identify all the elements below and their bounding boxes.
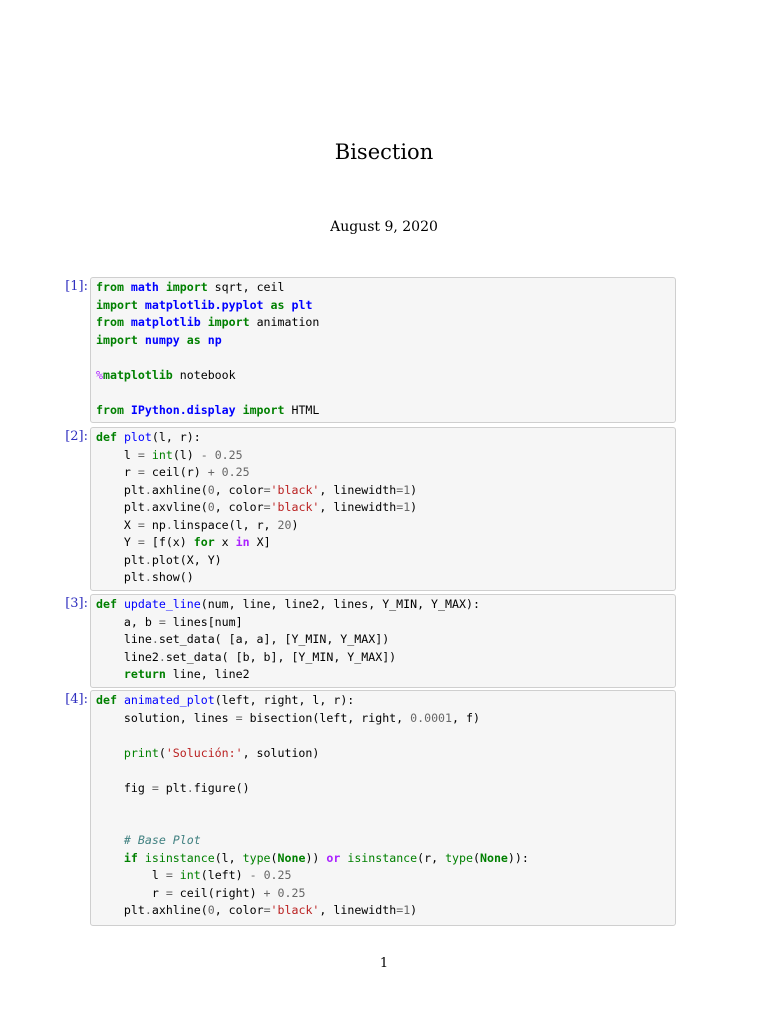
code-token: solution, lines xyxy=(96,710,236,725)
code-token: 'black' xyxy=(270,500,320,514)
cell-prompt: [1]: xyxy=(65,279,88,294)
code-token: or xyxy=(326,850,341,865)
code-line xyxy=(96,314,670,332)
code-token xyxy=(117,693,124,707)
code-token: axvline( xyxy=(151,500,208,514)
code-token: 1 xyxy=(403,482,411,497)
code-token: plt xyxy=(158,780,187,795)
cell-prompt: [2]: xyxy=(65,429,88,444)
code-token: ( xyxy=(473,850,480,865)
code-token: 0 xyxy=(207,903,215,917)
code-token xyxy=(138,851,145,865)
code-line xyxy=(96,710,670,728)
code-token xyxy=(117,597,124,611)
code-token: = xyxy=(165,885,173,900)
code-line xyxy=(96,614,670,632)
code-token: type xyxy=(242,850,271,865)
code-token: plt xyxy=(96,500,145,514)
code-line xyxy=(96,885,670,903)
code-token xyxy=(96,667,124,681)
code-token: plt xyxy=(96,903,145,917)
code-token: IPython.display xyxy=(130,402,236,417)
code-line xyxy=(96,815,670,833)
code-token: ceil(right) xyxy=(172,885,264,900)
code-token: ( xyxy=(158,745,166,760)
code-token: = xyxy=(137,517,145,532)
code-line xyxy=(96,797,670,815)
code-line xyxy=(96,727,670,745)
code-token: np xyxy=(207,332,222,347)
code-token: int xyxy=(151,447,173,462)
code-token: , solution) xyxy=(242,745,320,760)
code-token: import xyxy=(96,297,138,312)
code-token: import xyxy=(96,332,138,347)
code-token: animated_plot xyxy=(123,693,215,707)
code-token xyxy=(124,315,131,329)
code-line xyxy=(96,349,670,367)
code-token: % xyxy=(96,367,103,382)
code-token: plt xyxy=(96,482,145,497)
code-token: 0.25 xyxy=(221,465,250,479)
code-token: (left) xyxy=(200,868,250,882)
code-token: linspace(l, r, xyxy=(172,517,278,532)
code-line xyxy=(96,649,670,667)
code-token: import xyxy=(242,402,285,417)
code-token: r xyxy=(96,465,138,479)
code-token: figure() xyxy=(193,780,250,795)
code-token: = xyxy=(137,465,145,479)
code-token: set_data( [b, b], [Y_MIN, Y_MAX]) xyxy=(165,649,397,664)
code-token: lines[num] xyxy=(165,614,243,629)
code-token: None xyxy=(479,850,508,865)
code-token: + xyxy=(263,885,271,900)
code-token: 0 xyxy=(207,482,215,497)
code-line xyxy=(96,279,670,297)
code-token: line xyxy=(96,632,152,646)
code-token: . xyxy=(144,903,152,917)
code-token: animation xyxy=(249,315,320,329)
code-token: (l) xyxy=(172,447,201,462)
code-token: plt xyxy=(96,570,145,584)
code-token xyxy=(201,333,208,347)
code-token: = xyxy=(165,868,173,882)
code-line xyxy=(96,569,670,587)
code-token xyxy=(208,448,215,462)
code-token: - xyxy=(249,868,257,882)
code-token: 0.25 xyxy=(214,447,243,462)
code-token: . xyxy=(144,570,152,584)
code-token xyxy=(159,280,166,294)
code-token: (l, xyxy=(214,850,243,865)
code-line xyxy=(96,534,670,552)
code-token: HTML xyxy=(284,402,320,417)
code-token: , linewidth xyxy=(319,500,397,514)
code-block[interactable] xyxy=(90,277,676,423)
code-token: - xyxy=(200,447,208,462)
code-block[interactable] xyxy=(90,690,676,926)
code-line xyxy=(96,832,670,850)
code-token xyxy=(180,333,187,347)
code-token: (num, line, line2, lines, Y_MIN, Y_MAX): xyxy=(200,597,480,611)
code-token: plt xyxy=(96,552,145,567)
code-token: def xyxy=(96,693,117,707)
code-token: update_line xyxy=(123,597,201,611)
code-line xyxy=(96,402,670,420)
code-token: ) xyxy=(410,500,418,514)
cell-prompt: [3]: xyxy=(65,596,88,611)
code-token: isinstance xyxy=(144,850,215,865)
code-token: , f) xyxy=(452,710,480,725)
code-token: a, b xyxy=(96,614,159,629)
code-token: bisection(left, right, xyxy=(242,710,411,725)
code-line xyxy=(96,867,670,885)
code-token: (l, r): xyxy=(151,430,201,444)
code-line xyxy=(96,384,670,402)
code-token: ceil(r) xyxy=(144,465,208,479)
code-token: as xyxy=(270,297,285,312)
code-token: + xyxy=(207,465,215,479)
code-token xyxy=(201,315,208,329)
code-token: set_data( [a, a], [Y_MIN, Y_MAX]) xyxy=(158,632,390,646)
code-block[interactable] xyxy=(90,594,676,688)
code-line xyxy=(96,367,670,385)
code-token: # Base Plot xyxy=(123,833,201,847)
code-line xyxy=(96,666,670,684)
code-token: 1 xyxy=(403,500,411,514)
code-token: matplotlib.pyplot xyxy=(144,297,264,312)
code-token xyxy=(145,448,152,462)
code-token: matplotlib xyxy=(130,315,201,329)
code-line xyxy=(96,332,670,350)
code-token: = xyxy=(151,780,159,795)
code-token: = xyxy=(137,535,145,549)
code-token: . xyxy=(144,482,152,497)
code-token: x xyxy=(214,535,236,549)
code-token: . xyxy=(144,552,152,567)
code-token: 'black' xyxy=(270,903,320,917)
code-token: = xyxy=(396,482,404,497)
code-token: = xyxy=(263,500,271,514)
code-token: math xyxy=(130,280,159,294)
code-token: line2 xyxy=(96,649,159,664)
code-token: , linewidth xyxy=(319,482,397,497)
code-token: 0 xyxy=(207,500,215,514)
code-line xyxy=(96,692,670,710)
code-token: 'black' xyxy=(270,482,320,497)
code-token: = xyxy=(263,903,271,917)
code-token: = xyxy=(396,903,404,917)
code-token xyxy=(264,298,271,312)
code-token: sqrt, ceil xyxy=(207,280,285,294)
code-token: from xyxy=(96,402,124,417)
code-line xyxy=(96,596,670,614)
code-token xyxy=(138,333,145,347)
code-token xyxy=(173,868,180,882)
code-token: . xyxy=(165,517,173,532)
code-token: def xyxy=(96,430,117,444)
code-token: [f(x) xyxy=(144,535,194,549)
code-token: Y xyxy=(96,535,138,549)
code-token: = xyxy=(137,447,145,462)
code-token: np xyxy=(144,517,166,532)
code-line xyxy=(96,745,670,763)
code-token: axhline( xyxy=(151,903,208,917)
code-token xyxy=(96,833,124,847)
code-line xyxy=(96,762,670,780)
code-token: r xyxy=(96,885,166,900)
code-token: . xyxy=(144,500,152,514)
code-token: plot xyxy=(123,430,152,444)
code-token xyxy=(124,280,131,294)
code-token: if xyxy=(123,850,138,865)
code-token: = xyxy=(158,614,166,629)
code-token: return xyxy=(123,667,166,681)
code-token: import xyxy=(207,315,250,329)
code-token xyxy=(236,403,243,417)
code-token: for xyxy=(193,535,215,549)
code-token: notebook xyxy=(172,367,236,382)
cell-prompt: [4]: xyxy=(65,692,88,707)
code-token: . xyxy=(186,780,194,795)
code-token: = xyxy=(396,500,404,514)
code-token xyxy=(257,868,264,882)
code-token xyxy=(124,403,131,417)
code-line xyxy=(96,297,670,315)
code-token: plt xyxy=(291,297,313,312)
code-token: def xyxy=(96,597,117,611)
code-token: numpy xyxy=(144,332,180,347)
code-token: 0.25 xyxy=(263,868,292,882)
code-token: ) xyxy=(291,517,299,532)
document-title: Bisection xyxy=(334,140,434,164)
code-line xyxy=(96,499,670,517)
code-token xyxy=(215,465,222,479)
code-token: int xyxy=(179,868,201,882)
document-date: August 9, 2020 xyxy=(330,219,438,235)
code-token: ) xyxy=(410,903,418,917)
code-token: in xyxy=(235,535,250,549)
code-token: axhline( xyxy=(151,482,208,497)
code-token: (r, xyxy=(417,850,446,865)
code-token: l xyxy=(96,868,166,882)
code-token: type xyxy=(445,850,473,865)
code-token: show() xyxy=(151,570,194,584)
code-token: matplotlib xyxy=(102,367,173,382)
code-line xyxy=(96,850,670,868)
code-token: 1 xyxy=(403,903,411,917)
code-token xyxy=(138,298,145,312)
code-token: 0.25 xyxy=(277,885,306,900)
code-token: X xyxy=(96,517,138,532)
code-token: l xyxy=(96,447,138,462)
code-token: (left, right, l, r): xyxy=(214,693,355,707)
code-token: print xyxy=(123,745,159,760)
code-token: isinstance xyxy=(347,850,418,865)
code-token: X] xyxy=(249,535,271,549)
code-token: from xyxy=(96,280,124,294)
code-token: , linewidth xyxy=(319,903,397,917)
code-token: )): xyxy=(507,850,529,865)
code-line xyxy=(96,902,670,920)
code-token: as xyxy=(186,332,201,347)
code-token: 0.0001 xyxy=(410,710,453,725)
code-token: , color xyxy=(214,500,264,514)
code-line xyxy=(96,464,670,482)
code-token: . xyxy=(151,632,159,646)
code-token: 20 xyxy=(277,517,292,532)
code-line xyxy=(96,631,670,649)
code-token: fig xyxy=(96,780,152,795)
code-token: )) xyxy=(305,850,327,865)
code-line xyxy=(96,429,670,447)
code-token: plot(X, Y) xyxy=(151,552,222,567)
code-block[interactable] xyxy=(90,427,676,591)
code-token xyxy=(271,886,278,900)
code-token: line, line2 xyxy=(165,667,250,681)
code-token: from xyxy=(96,315,124,329)
code-token: ( xyxy=(270,850,278,865)
code-token: , color xyxy=(214,482,264,497)
code-token: ) xyxy=(410,482,418,497)
code-token: . xyxy=(158,649,166,664)
code-token: = xyxy=(235,710,243,725)
page-number: 1 xyxy=(379,956,389,971)
code-line xyxy=(96,780,670,798)
code-line xyxy=(96,447,670,465)
code-token: 'Solución:' xyxy=(165,745,243,760)
code-token xyxy=(96,851,124,865)
code-line xyxy=(96,517,670,535)
code-token xyxy=(96,746,124,760)
code-token: = xyxy=(263,482,271,497)
code-line xyxy=(96,552,670,570)
code-token: , color xyxy=(214,903,264,917)
code-token xyxy=(117,430,124,444)
code-line xyxy=(96,482,670,500)
code-token: None xyxy=(277,850,306,865)
code-token: import xyxy=(165,280,208,294)
